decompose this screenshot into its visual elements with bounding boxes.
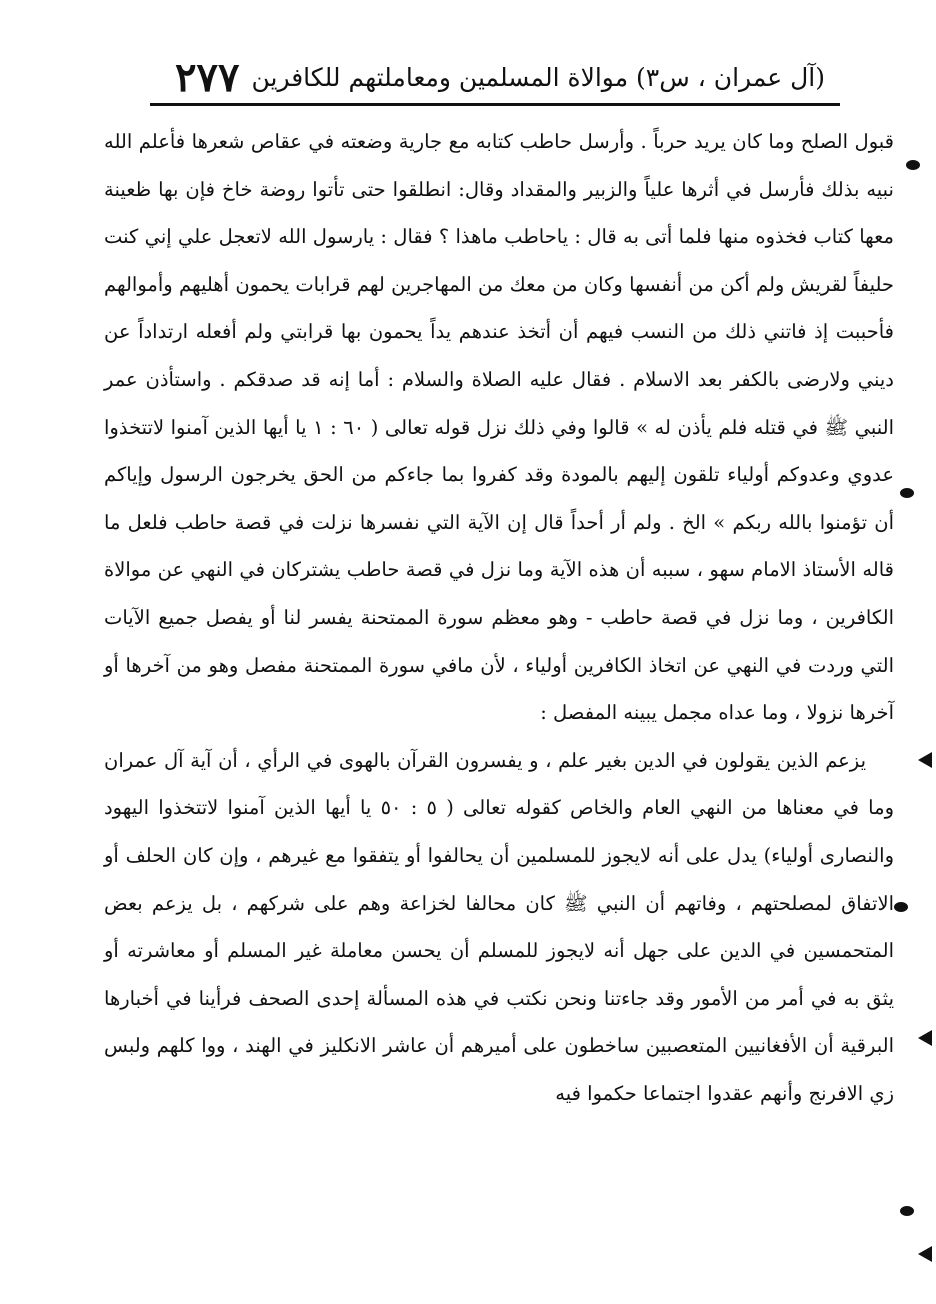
- header-rule: [150, 103, 840, 106]
- scan-mark: [900, 488, 914, 498]
- scan-mark: [894, 902, 908, 912]
- paragraph: قبول الصلح وما كان يريد حرباً . وأرسل حاطب كتابه مع جارية وضعته في عقاص شعرها فأعلم الله نبيه بذلك فأرسل في أثرها علياً والزبير والمقداد وقال: انطلقوا حتى تأتوا روضة خاخ فإن بها ظعينة معها كتاب فخذوه منها فلما أتى به قال : ياحاطب ماهذا ؟ فقال : يارسول الله لاتعجل علي إني كنت حليفاً لقريش ولم أكن من أنفسها وكان من معك من المهاجرين لهم قرابات يحمون أهليهم وأموالهم فأحببت إذ فاتني ذلك من النسب فيهم أن أتخذ عندهم يداً يحمون بها قرابتي ولم أفعله ارتداداً عن ديني ولارضى بالكفر بعد الاسلام . فقال عليه الصلاة والسلام : أما إنه قد صدقكم . واستأذن عمر النبي ﷺ في قتله فلم يأذن له » قالوا وفي ذلك نزل قوله تعالى ( ٦٠ : ١ يا أيها الذين آمنوا لاتتخذوا عدوي وعدوكم أولياء تلقون إليهم بالمودة وقد كفروا بما جاءكم من الحق يخرجون الرسول وإياكم أن تؤمنوا بالله ربكم » الخ . ولم أر أحداً قال إن الآية التي نفسرها نزلت في قصة حاطب فلعل ما قاله الأستاذ الامام سهو ، سببه أن هذه الآية وما نزل في قصة حاطب يشتركان في النهي عن موالاة الكافرين ، وما نزل في قصة حاطب - وهو معظم سورة الممتحنة يفسر لنا أو يفصل جميع الآيات التي وردت في النهي عن اتخاذ الكافرين أولياء ، لأن مافي سورة الممتحنة مفصل وهو من آخرها أو آخرها نزولا ، وما عداه مجمل يبينه المفصل :: [104, 130, 894, 725]
- scan-mark: [918, 1030, 932, 1046]
- scan-mark: [906, 160, 920, 170]
- body-text: [104, 118, 894, 1117]
- scan-mark: [900, 1206, 914, 1216]
- page-number: ٢٧٧: [175, 53, 240, 101]
- page-header: [175, 52, 825, 102]
- running-title: (آل عمران ، س٣) موالاة المسلمين ومعاملتهم للكافرين: [251, 62, 825, 92]
- scan-mark: [918, 1246, 932, 1262]
- paragraph: يزعم الذين يقولون في الدين بغير علم ، و يفسرون القرآن بالهوى في الرأي ، أن آية آل عمران وما في معناها من النهي العام والخاص كقوله تعالى ( ٥ : ٥٠ يا أيها الذين آمنوا لاتتخذوا اليهود والنصارى أولياء) يدل على أنه لايجوز للمسلمين أن يحالفوا أو يتفقوا مع غيرهم ، وإن كان الحلف أو الاتفاق لمصلحتهم ، وفاتهم أن النبي ﷺ كان محالفا لخزاعة وهم على شركهم ، بل يزعم بعض المتحمسين في الدين على جهل أنه لايجوز للمسلم أن يحسن معاملة غير المسلم أو معاشرته أو يثق به في أمر من الأمور وقد جاءتنا ونحن نكتب في هذه المسألة إحدى الصحف فرأينا في أخبارها البرقية أن الأفغانيين المتعصبين ساخطون على أميرهم أن عاشر الانكليز في الهند ، ووا كلهم ولبس زي الافرنج وأنهم عقدوا اجتماعا حكموا فيه: [104, 748, 894, 1105]
- scan-mark: [918, 752, 932, 768]
